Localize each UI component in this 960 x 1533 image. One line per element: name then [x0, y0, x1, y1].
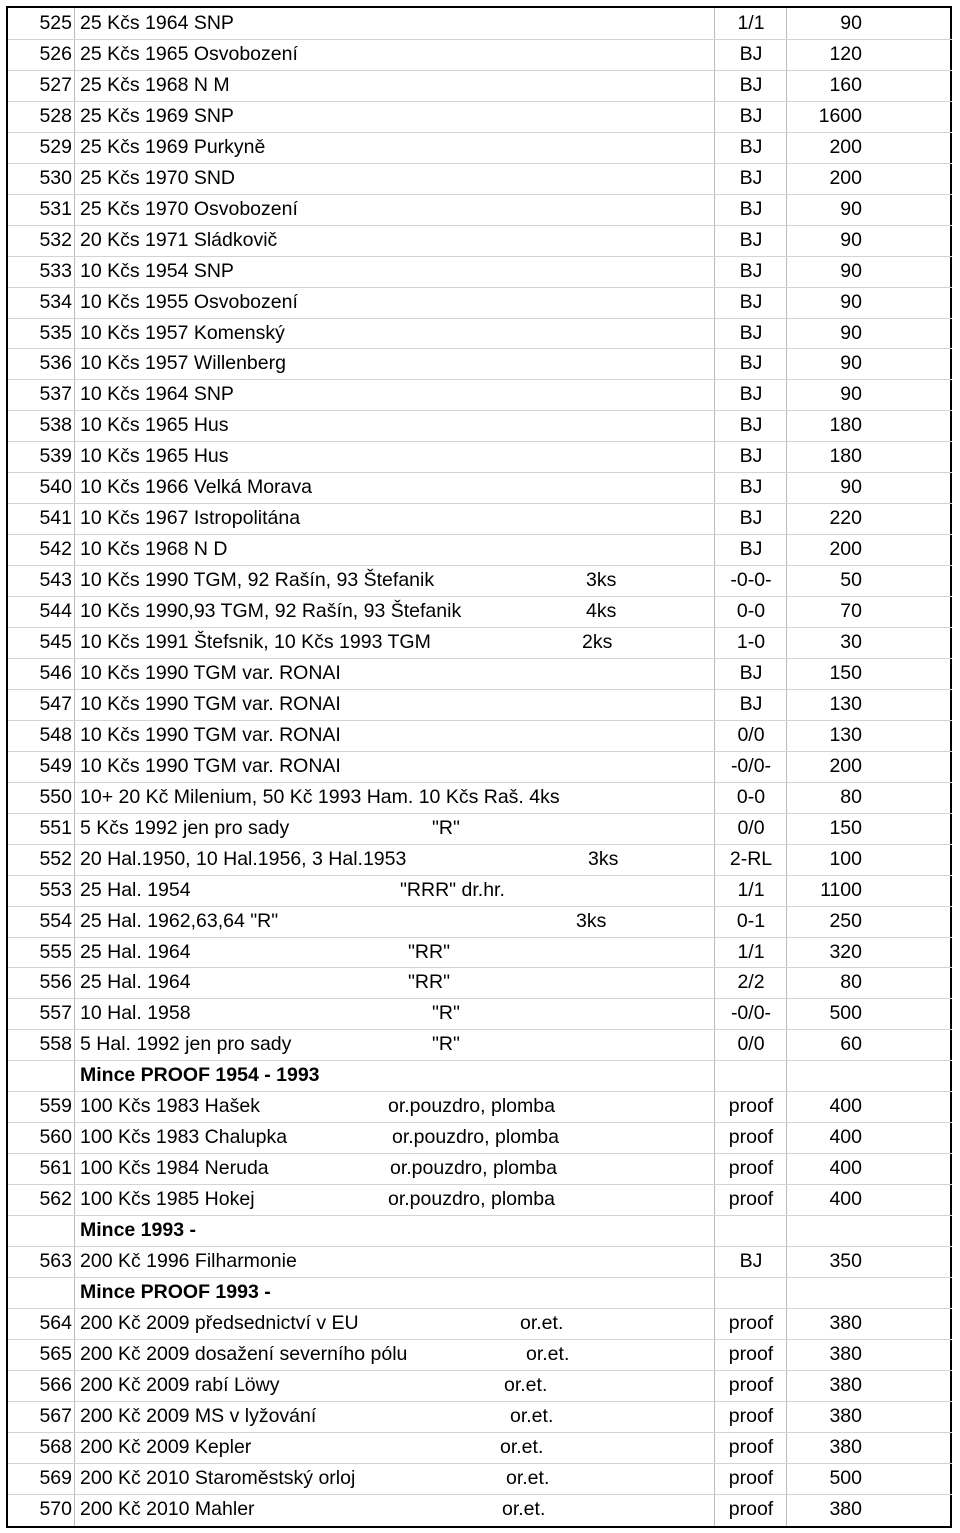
item-description: 200 Kč 2010 Mahler — [80, 1497, 255, 1520]
item-number: 560 — [39, 1126, 72, 1149]
item-grade: BJ — [739, 135, 763, 158]
item-grade: BJ — [739, 290, 763, 313]
item-grade — [718, 1215, 784, 1246]
table-row — [8, 410, 952, 441]
item-grade: proof — [728, 1373, 774, 1396]
item-price: 200 — [829, 135, 862, 158]
item-grade: proof — [728, 1497, 774, 1520]
item-number: 570 — [39, 1497, 72, 1520]
item-grade: 0-1 — [736, 909, 766, 932]
item-number: 551 — [39, 816, 72, 839]
item-description: 200 Kč 2009 dosažení severního pólu — [80, 1342, 408, 1365]
item-number: 553 — [39, 878, 72, 901]
item-price: 80 — [840, 971, 862, 994]
item-note: 4ks — [586, 600, 617, 623]
item-number: 532 — [39, 228, 72, 251]
item-grade: BJ — [739, 321, 763, 344]
item-price: 380 — [829, 1435, 862, 1458]
item-number: 547 — [39, 692, 72, 715]
table-row — [8, 689, 952, 720]
table-row — [8, 967, 952, 998]
item-note: or.et. — [510, 1404, 554, 1427]
item-price: 180 — [829, 445, 862, 468]
table-row — [8, 8, 952, 39]
table-row — [8, 906, 952, 937]
item-description: 10 Kčs 1990 TGM, 92 Rašín, 93 Štefanik — [80, 569, 435, 592]
item-description: 10 Kčs 1991 Štefsnik, 10 Kčs 1993 TGM — [80, 631, 431, 653]
item-price: 380 — [829, 1342, 862, 1365]
item-description: 10 Hal. 1958 — [80, 1002, 191, 1025]
item-price — [788, 1277, 862, 1308]
table-row — [8, 256, 952, 287]
item-number: 542 — [39, 538, 72, 561]
item-number: 531 — [39, 197, 72, 220]
item-price: 400 — [829, 1157, 862, 1180]
item-number: 546 — [39, 661, 72, 684]
item-description: 10 Kčs 1957 Komenský — [80, 321, 285, 344]
item-grade: BJ — [739, 661, 763, 684]
item-note: "R" — [432, 1002, 460, 1025]
item-description: 10 Kčs 1964 SNP — [80, 383, 234, 406]
item-description: 25 Kčs 1969 Purkyně — [80, 135, 266, 158]
item-grade: BJ — [739, 445, 763, 468]
item-price: 90 — [840, 290, 862, 313]
item-grade: -0/0- — [730, 1002, 772, 1025]
table-row — [8, 1091, 952, 1122]
item-price: 200 — [829, 754, 862, 777]
item-note: or.pouzdro, plomba — [392, 1126, 559, 1149]
item-description: 10 Kčs 1990 TGM var. RONAI — [80, 754, 341, 777]
item-grade: 0/0 — [737, 723, 765, 746]
table-row — [8, 658, 952, 689]
item-grade: proof — [728, 1342, 774, 1365]
item-price: 380 — [829, 1404, 862, 1427]
item-grade: BJ — [739, 383, 763, 406]
item-price: 320 — [829, 940, 862, 963]
item-number: 545 — [39, 631, 72, 653]
item-number: 554 — [39, 909, 72, 932]
item-description: 25 Hal. 1954 — [80, 878, 191, 901]
item-description: 25 Kčs 1970 SND — [80, 166, 236, 189]
item-description: 10 Kčs 1955 Osvobození — [80, 290, 298, 313]
item-description: 5 Hal. 1992 jen pro sady — [80, 1033, 292, 1056]
item-number: 565 — [39, 1342, 72, 1365]
item-note: or.et. — [526, 1342, 570, 1365]
item-price: 90 — [840, 259, 862, 282]
table-row — [8, 348, 952, 379]
item-note: or.et. — [504, 1373, 548, 1396]
item-description: 200 Kč 2009 předsednictví v EU — [80, 1311, 359, 1334]
table-row — [8, 101, 952, 132]
table-row — [8, 875, 952, 906]
table-row — [8, 534, 952, 565]
item-grade: -0/0- — [730, 754, 772, 777]
table-row — [8, 1029, 952, 1060]
item-grade: 2/2 — [737, 971, 765, 994]
item-price: 90 — [840, 321, 862, 344]
item-number: 549 — [39, 754, 72, 777]
item-price: 1100 — [820, 878, 862, 901]
table-row — [8, 287, 952, 318]
item-note: or.pouzdro, plomba — [388, 1095, 555, 1118]
table-row — [8, 782, 952, 813]
item-price — [788, 1060, 862, 1091]
item-description: 25 Kčs 1970 Osvobození — [80, 197, 298, 220]
item-number: 538 — [39, 414, 72, 437]
item-grade: 0/0 — [737, 1033, 765, 1056]
table-row — [8, 1463, 952, 1494]
item-description: 25 Kčs 1968 N M — [80, 73, 230, 96]
item-number: 569 — [39, 1466, 72, 1489]
table-row — [8, 441, 952, 472]
item-description: 10 Kčs 1967 Istropolitána — [80, 507, 301, 530]
item-number: 561 — [39, 1157, 72, 1180]
item-number: 550 — [39, 785, 72, 808]
item-description: 10 Kčs 1990 TGM var. RONAI — [80, 661, 341, 684]
item-description: 10 Kčs 1990 TGM var. RONAI — [80, 723, 341, 746]
table-row — [8, 503, 952, 534]
item-number: 552 — [39, 847, 72, 870]
item-grade: proof — [728, 1126, 774, 1149]
item-description: 100 Kčs 1984 Neruda — [80, 1157, 269, 1180]
item-note: "R" — [432, 816, 460, 839]
item-note: 3ks — [586, 569, 617, 592]
item-description: 200 Kč 2009 MS v lyžování — [80, 1404, 317, 1427]
item-description: 20 Kčs 1971 Sládkovič — [80, 228, 278, 251]
item-number: 555 — [39, 940, 72, 963]
item-number: 563 — [39, 1250, 72, 1272]
item-note: "RR" — [408, 940, 451, 963]
item-grade: 0-0 — [736, 600, 766, 623]
item-price: 500 — [829, 1002, 862, 1025]
item-number: 548 — [39, 723, 72, 746]
item-grade — [718, 1060, 784, 1091]
item-description: 10 Kčs 1990,93 TGM, 92 Rašín, 93 Štefanik — [80, 600, 462, 623]
item-grade: BJ — [739, 73, 763, 96]
item-price: 150 — [829, 661, 862, 684]
table-row — [8, 163, 952, 194]
item-price: 90 — [840, 12, 862, 34]
item-grade: BJ — [739, 42, 763, 65]
item-price: 150 — [829, 816, 862, 839]
table-row — [8, 318, 952, 349]
item-number: 535 — [39, 321, 72, 344]
item-price: 400 — [829, 1095, 862, 1118]
item-price: 380 — [829, 1497, 862, 1520]
item-note: 3ks — [588, 847, 619, 870]
item-price: 130 — [829, 692, 862, 715]
item-price: 90 — [840, 197, 862, 220]
table-row — [8, 1122, 952, 1153]
item-note: or.et. — [502, 1497, 546, 1520]
table-row — [8, 1246, 952, 1277]
item-price: 250 — [829, 909, 862, 932]
item-price: 70 — [840, 600, 862, 623]
item-number: 540 — [39, 476, 72, 499]
table-row — [8, 813, 952, 844]
item-description: 10 Kčs 1968 N D — [80, 538, 228, 561]
item-note: "RRR" dr.hr. — [400, 878, 505, 901]
item-number: 528 — [39, 104, 72, 127]
item-description: 100 Kčs 1983 Chalupka — [80, 1126, 288, 1149]
item-price: 400 — [829, 1188, 862, 1211]
item-grade: 1/1 — [737, 940, 765, 963]
item-number: 537 — [39, 383, 72, 406]
item-description: 10 Kčs 1965 Hus — [80, 445, 229, 468]
price-list-table — [6, 6, 952, 1528]
item-price: 80 — [840, 785, 862, 808]
item-grade: proof — [728, 1404, 774, 1427]
item-grade: 2-RL — [729, 847, 773, 870]
item-number: 559 — [39, 1095, 72, 1118]
table-row — [8, 596, 952, 627]
item-number: 525 — [39, 12, 72, 34]
item-grade — [718, 1277, 784, 1308]
table-row — [8, 720, 952, 751]
item-description: 100 Kčs 1985 Hokej — [80, 1188, 255, 1211]
item-price: 380 — [829, 1311, 862, 1334]
item-description: 10 Kčs 1990 TGM var. RONAI — [80, 692, 341, 715]
item-description: 25 Kčs 1969 SNP — [80, 104, 234, 127]
item-note: 3ks — [576, 909, 607, 932]
item-description: 10 Kčs 1966 Velká Morava — [80, 476, 312, 499]
table-row — [8, 194, 952, 225]
item-price — [788, 1215, 862, 1246]
section-heading-row — [8, 1215, 952, 1246]
item-number: 566 — [39, 1373, 72, 1396]
item-price: 130 — [829, 723, 862, 746]
item-grade: proof — [728, 1311, 774, 1334]
item-grade: BJ — [739, 1250, 763, 1272]
item-description: 25 Kčs 1964 SNP — [80, 12, 234, 34]
item-price: 50 — [840, 569, 862, 592]
item-grade: BJ — [739, 538, 763, 561]
item-number: 534 — [39, 290, 72, 313]
item-description: 20 Hal.1950, 10 Hal.1956, 3 Hal.1953 — [80, 847, 407, 870]
table-row — [8, 379, 952, 410]
item-number: 557 — [39, 1002, 72, 1025]
item-price: 380 — [829, 1373, 862, 1396]
item-note: or.pouzdro, plomba — [388, 1188, 555, 1211]
section-title: Mince 1993 - — [80, 1219, 196, 1242]
item-price: 120 — [829, 42, 862, 65]
item-description: 200 Kč 2010 Staroměstský orloj — [80, 1466, 356, 1489]
table-row — [8, 1432, 952, 1463]
item-price: 30 — [840, 631, 862, 653]
table-row — [8, 1494, 952, 1525]
item-description: 10 Kčs 1965 Hus — [80, 414, 229, 437]
item-number: 530 — [39, 166, 72, 189]
item-number: 568 — [39, 1435, 72, 1458]
table-row — [8, 70, 952, 101]
item-grade: -0-0- — [730, 569, 772, 592]
item-price: 180 — [829, 414, 862, 437]
item-price: 400 — [829, 1126, 862, 1149]
item-note: 2ks — [582, 631, 613, 653]
item-description: 5 Kčs 1992 jen pro sady — [80, 816, 290, 839]
item-number: 558 — [39, 1033, 72, 1056]
item-grade: BJ — [739, 197, 763, 220]
item-number: 529 — [39, 135, 72, 158]
item-number: 544 — [39, 600, 72, 623]
item-grade: 1/1 — [737, 12, 765, 34]
item-price: 200 — [829, 538, 862, 561]
item-grade: BJ — [739, 259, 763, 282]
item-grade: proof — [728, 1095, 774, 1118]
item-description: 100 Kčs 1983 Hašek — [80, 1095, 260, 1118]
item-grade: 0-0 — [736, 785, 766, 808]
item-number — [8, 1277, 72, 1308]
table-row — [8, 998, 952, 1029]
item-price: 350 — [829, 1250, 862, 1272]
item-grade: BJ — [739, 692, 763, 715]
item-description: 200 Kč 2009 rabí Löwy — [80, 1373, 280, 1396]
item-number: 543 — [39, 569, 72, 592]
item-price: 1600 — [818, 104, 862, 127]
item-price: 160 — [829, 73, 862, 96]
item-number: 564 — [39, 1311, 72, 1334]
item-price: 90 — [840, 352, 862, 375]
table-row — [8, 225, 952, 256]
item-price: 90 — [840, 476, 862, 499]
section-heading-row — [8, 1277, 952, 1308]
item-grade: 0/0 — [737, 816, 765, 839]
item-grade: BJ — [739, 507, 763, 530]
item-price: 100 — [829, 847, 862, 870]
item-price: 500 — [829, 1466, 862, 1489]
item-grade: 1-0 — [736, 631, 766, 653]
item-grade: BJ — [739, 476, 763, 499]
item-price: 60 — [840, 1033, 862, 1056]
item-note: or.et. — [500, 1435, 544, 1458]
item-number: 536 — [39, 352, 72, 375]
item-description: 10 Kčs 1954 SNP — [80, 259, 234, 282]
item-price: 220 — [829, 507, 862, 530]
table-row — [8, 937, 952, 968]
item-price: 200 — [829, 166, 862, 189]
table-row — [8, 472, 952, 503]
item-number: 567 — [39, 1404, 72, 1427]
item-note: or.et. — [506, 1466, 550, 1489]
table-row — [8, 132, 952, 163]
item-number: 541 — [39, 507, 72, 530]
item-number: 526 — [39, 42, 72, 65]
section-title: Mince PROOF 1993 - — [80, 1280, 271, 1303]
table-row — [8, 1370, 952, 1401]
item-note: "RR" — [408, 971, 451, 994]
item-grade: proof — [728, 1435, 774, 1458]
item-description: 25 Hal. 1962,63,64 "R" — [80, 909, 279, 932]
item-note: "R" — [432, 1033, 460, 1056]
item-description: 200 Kč 2009 Kepler — [80, 1435, 252, 1458]
table-row — [8, 844, 952, 875]
table-row — [8, 1339, 952, 1370]
item-description: 25 Hal. 1964 — [80, 940, 191, 963]
item-price: 90 — [840, 383, 862, 406]
item-number: 562 — [39, 1188, 72, 1211]
item-description: 200 Kč 1996 Filharmonie — [80, 1250, 297, 1272]
item-grade: proof — [728, 1157, 774, 1180]
item-number: 527 — [39, 73, 72, 96]
table-row — [8, 627, 952, 658]
item-grade: BJ — [739, 228, 763, 251]
table-row — [8, 1153, 952, 1184]
item-description: 25 Kčs 1965 Osvobození — [80, 42, 298, 65]
item-description: 10+ 20 Kč Milenium, 50 Kč 1993 Ham. 10 Kčs Raš. 4ks — [80, 785, 560, 808]
item-description: 10 Kčs 1957 Willenberg — [80, 352, 286, 375]
item-number: 539 — [39, 445, 72, 468]
section-heading-row — [8, 1060, 952, 1091]
item-number — [8, 1060, 72, 1091]
item-grade: BJ — [739, 166, 763, 189]
table-row — [8, 39, 952, 70]
item-price: 90 — [840, 228, 862, 251]
table-row — [8, 751, 952, 782]
item-grade: proof — [728, 1188, 774, 1211]
section-title: Mince PROOF 1954 - 1993 — [80, 1064, 320, 1087]
table-row — [8, 565, 952, 596]
item-grade: BJ — [739, 104, 763, 127]
item-number: 533 — [39, 259, 72, 282]
table-row — [8, 1308, 952, 1339]
item-number: 556 — [39, 971, 72, 994]
item-note: or.et. — [520, 1311, 564, 1334]
table-row — [8, 1184, 952, 1215]
item-number — [8, 1215, 72, 1246]
table-row — [8, 1401, 952, 1432]
item-grade: proof — [728, 1466, 774, 1489]
item-description: 25 Hal. 1964 — [80, 971, 191, 994]
item-grade: 1/1 — [737, 878, 765, 901]
item-note: or.pouzdro, plomba — [390, 1157, 557, 1180]
item-grade: BJ — [739, 414, 763, 437]
item-grade: BJ — [739, 352, 763, 375]
